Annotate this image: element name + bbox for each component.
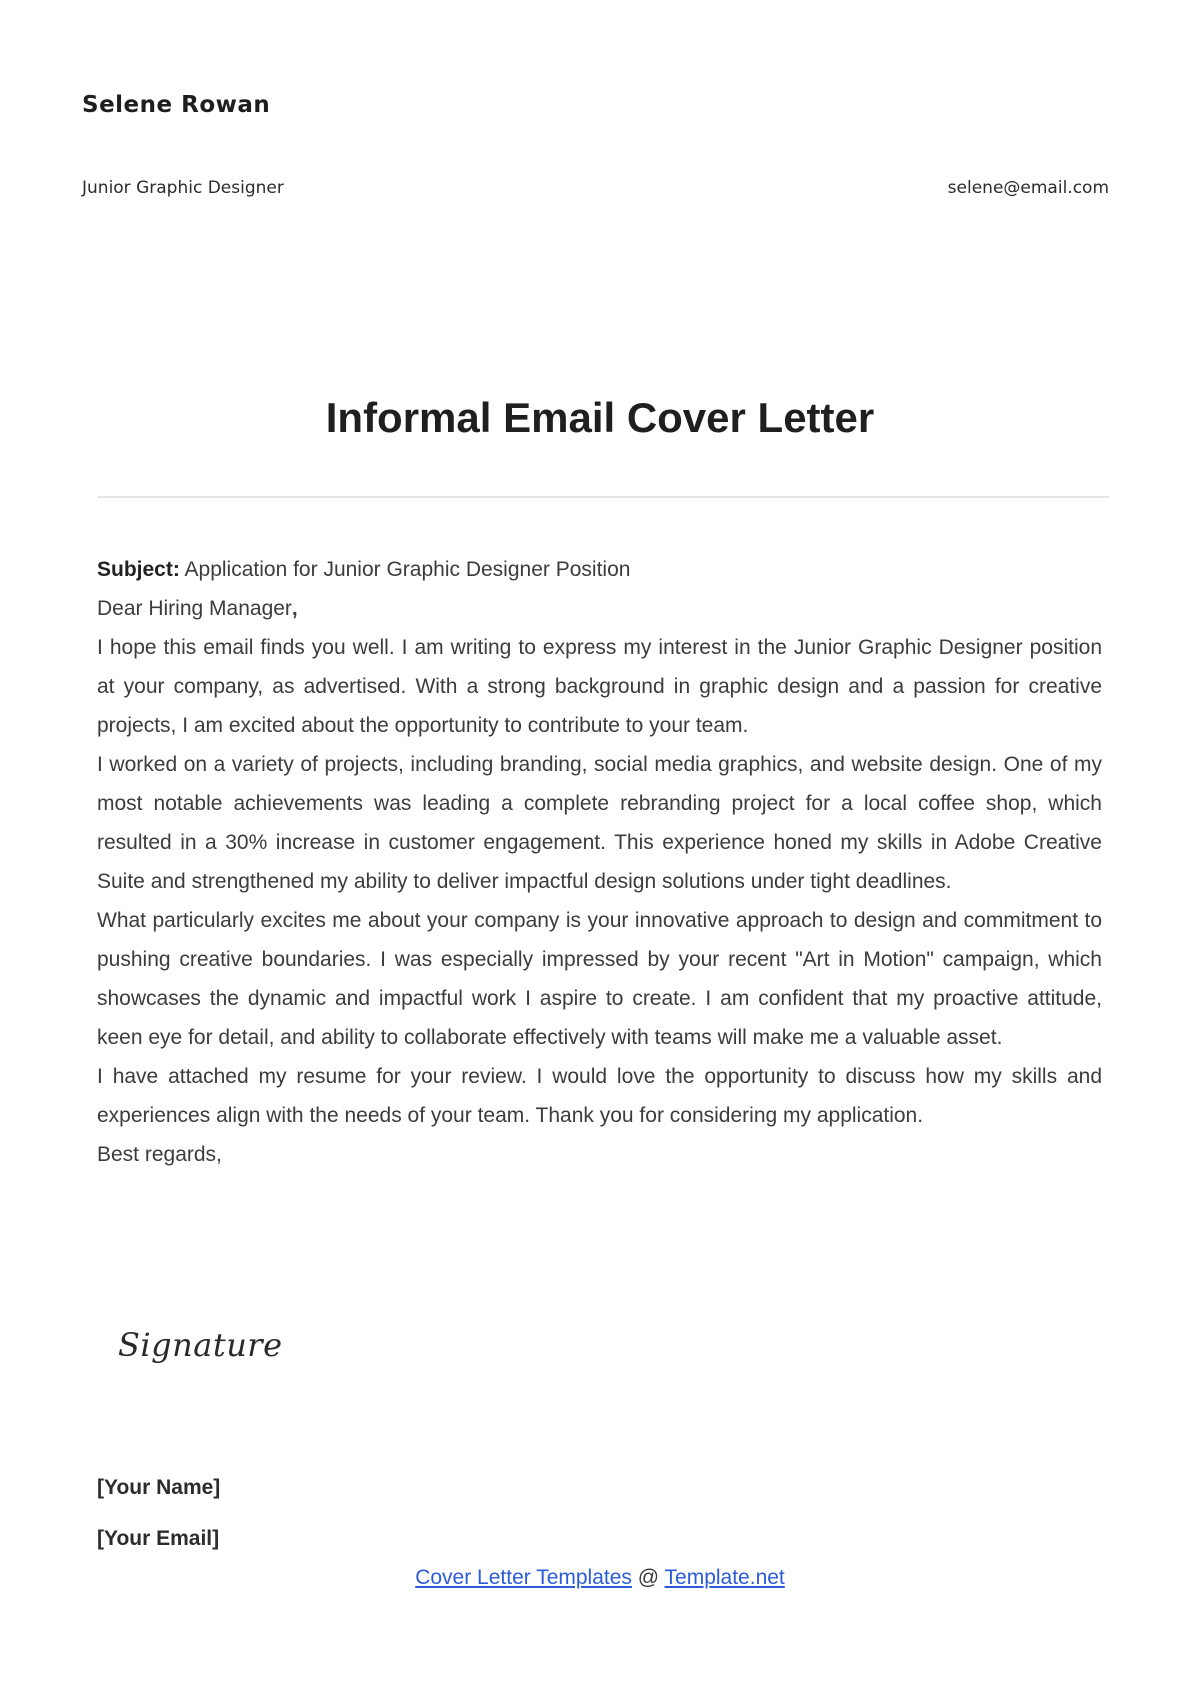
paragraph-3: What particularly excites me about your company is your innovative approach to design and commitment to pushing creative boundaries. I was especially impressed by your recent "Art in Motion" campaign, which showcases the dynamic and impactful work I aspire to create. I am confident that my proactive attitude, keen eye for detail, and ability to collaborate effectively with teams will make me a valuable asset. [97,909,1102,1049]
template-net-link[interactable]: Template.net [664,1566,785,1589]
page-title: Informal Email Cover Letter [325,394,875,441]
salutation-text: Dear Hiring Manager [97,597,292,620]
sender-email: selene@email.com [947,178,1109,198]
subject-line [97,550,1102,589]
closing: Best regards, [97,1143,222,1166]
salutation-comma: , [291,597,298,620]
header-row [82,178,1109,198]
sender-name: Selene Rowan [82,92,271,118]
your-name-placeholder: [Your Name] [97,1476,221,1499]
paragraph-2: I worked on a variety of projects, including branding, social media graphics, and website design. One of my most notable achievements was leading a complete rebranding project for a local coffee shop, which resulted in a 30% increase in customer engagement. This experience honed my skills in Adobe Creative Suite and strengthened my ability to deliver impactful design solutions under tight deadlines. [97,753,1102,893]
footer-separator: @ [631,1566,665,1589]
paragraph-1: I hope this email finds you well. I am writing to express my interest in the Junior Graphic Designer position at your company, as advertised. With a strong background in graphic design and a passion for creative projects, I am excited about the opportunity to contribute to your team. [97,636,1102,737]
paragraph-4: I have attached my resume for your review. I would love the opportunity to discuss how my skills and experiences align with the needs of your team. Thank you for considering my application. [97,1065,1102,1127]
salutation [97,589,1102,628]
signature: Signature [118,1326,283,1364]
letter-body [97,550,1102,1174]
subject-text: Application for Junior Graphic Designer Position [184,558,631,581]
your-email-placeholder: [Your Email] [97,1527,220,1550]
sender-role: Junior Graphic Designer [82,178,284,198]
cover-letter-templates-link[interactable]: Cover Letter Templates [415,1566,632,1589]
title-divider [97,496,1109,498]
subject-label: Subject: [97,558,180,581]
footer [0,1566,1200,1590]
